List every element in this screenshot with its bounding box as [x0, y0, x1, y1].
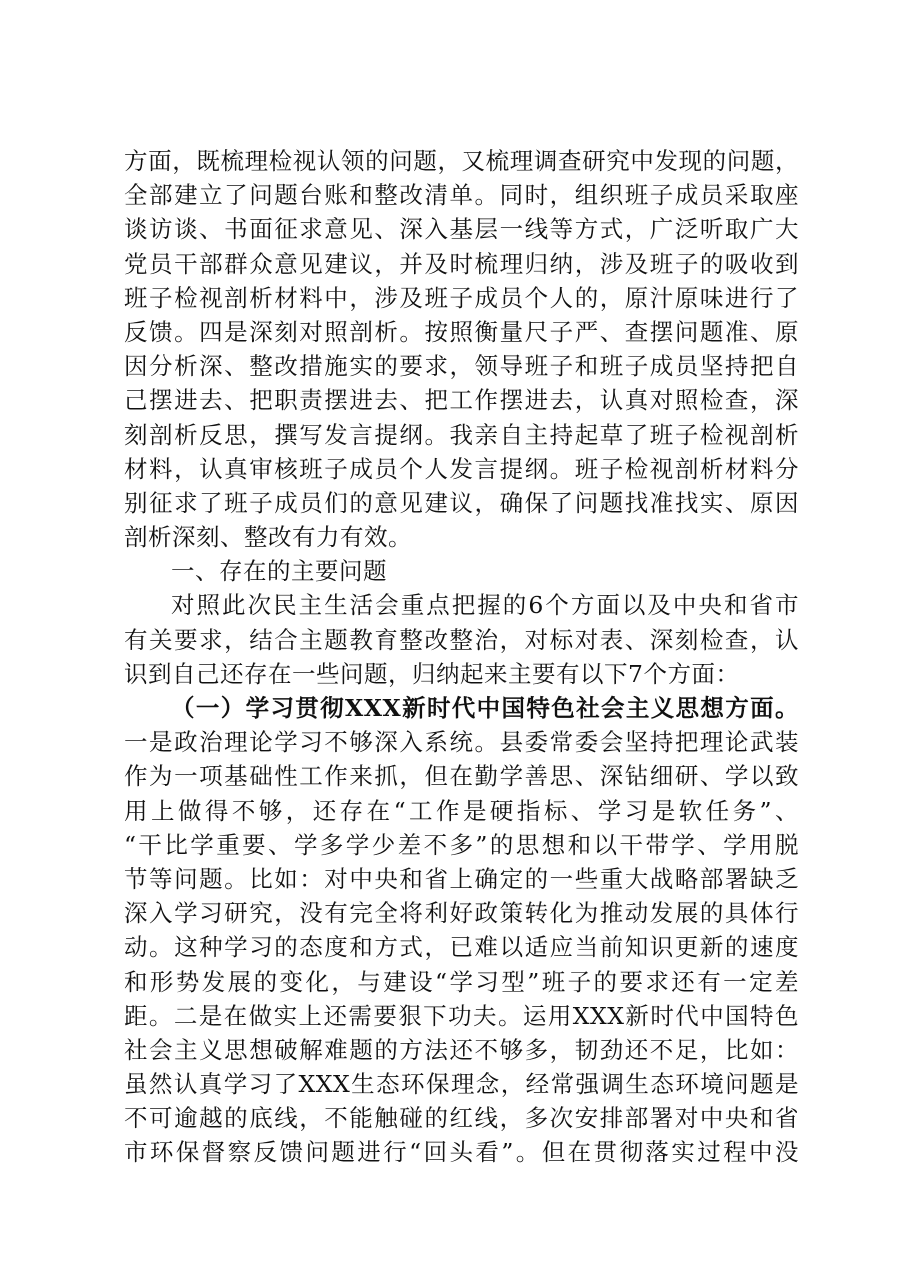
body-line: 不可逾越的底线，不能触碰的红线，多次安排部署对中央和省 — [124, 1104, 799, 1133]
body-line: 己摆进去、把职责摆进去、把工作摆进去，认真对照检查，深 — [124, 386, 799, 415]
body-line: 有关要求，结合主题教育整改整治，对标对表、深刻检查，认 — [124, 625, 799, 654]
body-line: 剖析深刻、整改有力有效。 — [124, 523, 412, 552]
body-line: 作为一项基础性工作来抓，但在勤学善思、深钻细研、学以致 — [124, 762, 799, 791]
body-line: 材料，认真审核班子成员个人发言提纲。班子检视剖析材料分 — [124, 454, 799, 483]
body-line: “干比学重要、学多学少差不多”的思想和以干带学、学用脱 — [124, 830, 799, 859]
body-line: 谈访谈、书面征求意见、深入基层一线等方式，广泛听取广大 — [124, 215, 799, 244]
body-line: 因分析深、整改措施实的要求，领导班子和班子成员坚持把自 — [124, 352, 799, 381]
subsection-heading: （一）学习贯彻XXX新时代中国特色社会主义思想方面。 — [171, 694, 799, 722]
body-line: 距。二是在做实上还需要狠下功夫。运用XXX新时代中国特色 — [124, 1001, 799, 1030]
body-line: 刻剖析反思，撰写发言提纲。我亲自主持起草了班子检视剖析 — [124, 420, 799, 449]
body-line: 市环保督察反馈问题进行“回头看”。但在贯彻落实过程中没 — [124, 1138, 799, 1167]
body-line: 全部建立了问题台账和整改清单。同时，组织班子成员采取座 — [124, 181, 799, 210]
body-line: 和形势发展的变化，与建设“学习型”班子的要求还有一定差 — [124, 967, 799, 996]
body-line: 深入学习研究，没有完全将利好政策转化为推动发展的具体行 — [124, 899, 799, 928]
body-line: 别征求了班子成员们的意见建议，确保了问题找准找实、原因 — [124, 488, 799, 517]
body-line: 用上做得不够，还存在“工作是硬指标、学习是软任务”、 — [124, 796, 799, 825]
body-line: 识到自己还存在一些问题，归纳起来主要有以下7个方面： — [124, 659, 740, 688]
body-line: 方面，既梳理检视认领的问题，又梳理调查研究中发现的问题， — [124, 147, 799, 175]
body-line: 班子检视剖析材料中，涉及班子成员个人的，原汁原味进行了 — [124, 283, 799, 312]
body-line: 社会主义思想破解难题的方法还不够多，韧劲还不足，比如： — [124, 1035, 799, 1064]
body-line: 一是政治理论学习不够深入系统。县委常委会坚持把理论武装 — [124, 728, 799, 757]
document-body — [124, 144, 799, 1170]
body-line: 虽然认真学习了XXX生态环保理念，经常强调生态环境问题是 — [124, 1070, 799, 1099]
section-heading: 一、存在的主要问题 — [171, 557, 387, 586]
body-line: 节等问题。比如：对中央和省上确定的一些重大战略部署缺乏 — [124, 864, 799, 893]
body-line: 对照此次民主生活会重点把握的6个方面以及中央和省市 — [171, 591, 799, 620]
body-line: 反馈。四是深刻对照剖析。按照衡量尺子严、查摆问题准、原 — [124, 317, 799, 346]
body-line: 动。这种学习的态度和方式，已难以适应当前知识更新的速度 — [124, 933, 799, 962]
body-line: 党员干部群众意见建议，并及时梳理归纳，涉及班子的吸收到 — [124, 249, 799, 278]
